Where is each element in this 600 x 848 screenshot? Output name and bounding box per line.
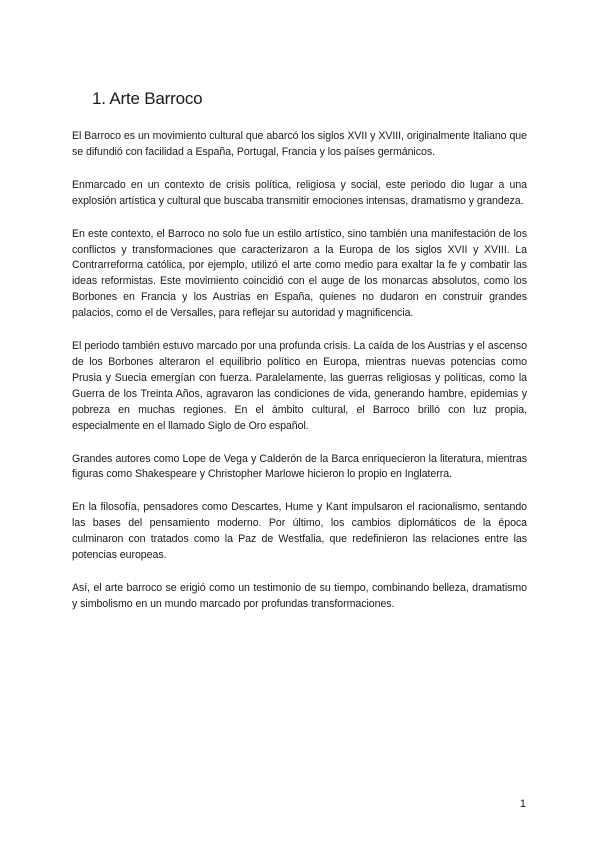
paragraph-6: En la filosofía, pensadores como Descartes, Hume y Kant impulsaron el racionalismo, sentando las bases del pensamiento moderno. Por último, los cambios diplomáticos de la época culminaron con tratados como la Paz de Westfalia, que redefinieron las relaciones entre las potencias europeas.	[72, 501, 527, 562]
section-heading: 1. Arte Barroco	[92, 89, 203, 108]
paragraph-1: El Barroco es un movimiento cultural que abarcó los siglos XVII y XVIII, originalmente Italiano que se difundió con facilidad a España, Portugal, Francia y los países germánicos.	[72, 130, 527, 158]
body-text	[72, 129, 527, 630]
page-number: 1	[519, 798, 526, 810]
paragraph-4: El periodo también estuvo marcado por una profunda crisis. La caída de los Austrias y el ascenso de los Borbones alteraron el equilibrio político en Europa, mientras nuevas potencias como Prusia y Suecia emergían con fuerza. Paralelamente, las guerras religiosas y políticas, como la Guerra de los Treinta Años, agravaron las condiciones de vida, generando hambre, epidemias y pobreza en muchas regiones. En el ámbito cultural, el Barroco brilló con luz propia, especialmente en el llamado Siglo de Oro español.	[72, 340, 527, 432]
paragraph-2: Enmarcado en un contexto de crisis política, religiosa y social, este periodo dio lugar a una explosión artística y cultural que buscaba transmitir emociones intensas, dramatismo y grandeza.	[72, 178, 527, 207]
paragraph-7: Así, el arte barroco se erigió como un testimonio de su tiempo, combinando belleza, dramatismo y simbolismo en un mundo marcado por profundas transformaciones.	[72, 581, 527, 610]
paragraph-3: En este contexto, el Barroco no solo fue un estilo artístico, sino también una manifestación de los conflictos y transformaciones que caracterizaron a la Europa de los siglos XVII y XVIII. La Contrarreforma católica, por ejemplo, utilizó el arte como medio para exaltar la fe y combatir las ideas reformistas. Este movimiento coincidió con el auge de los monarcas absolutos, como los Borbones en Francia y los Austrias en España, quienes no dudaron en construir grandes palacios, como el de Versalles, para reflejar su autoridad y magnificencia.	[72, 227, 527, 320]
paragraph-5: Grandes autores como Lope de Vega y Calderón de la Barca enriquecieron la literatura, mientras figuras como Shakespeare y Christopher Marlowe hicieron lo propio en Inglaterra.	[72, 452, 527, 481]
